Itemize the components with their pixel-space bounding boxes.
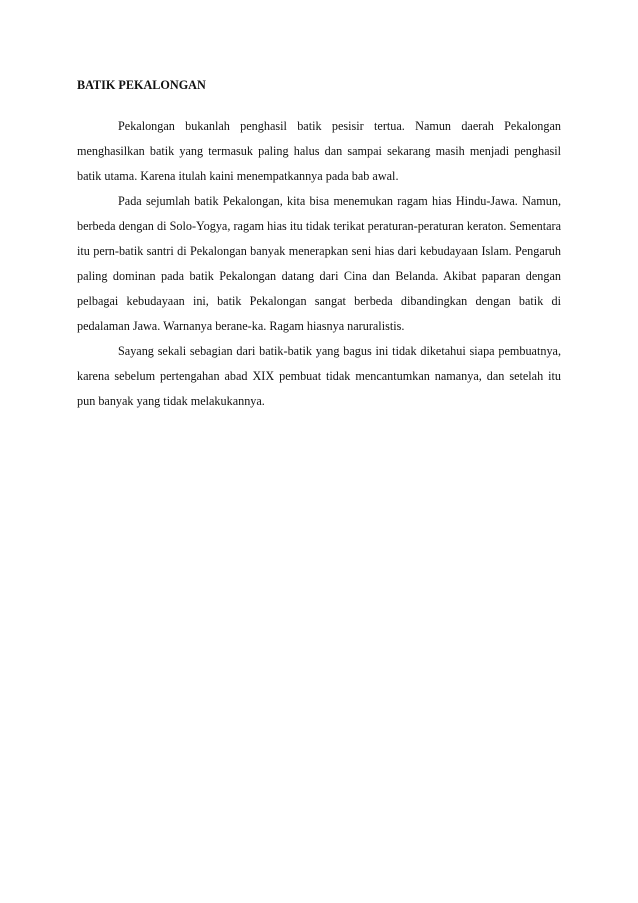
paragraph-2: Pada sejumlah batik Pekalongan, kita bisa menemukan ragam hias Hindu-Jawa. Namun, berbeda dengan di Solo-Yogya, ragam hias itu tidak terikat peraturan-peraturan keraton. Sementara itu pern-batik santri di Pekalongan banyak menerapkan seni hias dari kebudayaan Islam. Pengaruh paling dominan pada batik Pekalongan datang dari Cina dan Belanda. Akibat paparan dengan pelbagai kebudayaan ini, batik Pekalongan sangat berbeda dibandingkan dengan batik di pedalaman Jawa. Warnanya berane-ka. Ragam hiasnya naruralistis. xyxy=(77,194,561,333)
document-title: BATIK PEKALONGAN xyxy=(77,78,206,92)
document-body xyxy=(77,75,561,414)
paragraph-3: Sayang sekali sebagian dari batik-batik yang bagus ini tidak diketahui siapa pembuatnya, karena sebelum pertengahan abad XIX pembuat tidak mencantumkan namanya, dan setelah itu pun banyak yang tidak melakukannya. xyxy=(77,344,561,408)
paragraph-1: Pekalongan bukanlah penghasil batik pesisir tertua. Namun daerah Pekalongan menghasilkan batik yang termasuk paling halus dan sampai sekarang masih menjadi penghasil batik utama. Karena itulah kaini menempatkannya pada bab awal. xyxy=(77,119,561,183)
